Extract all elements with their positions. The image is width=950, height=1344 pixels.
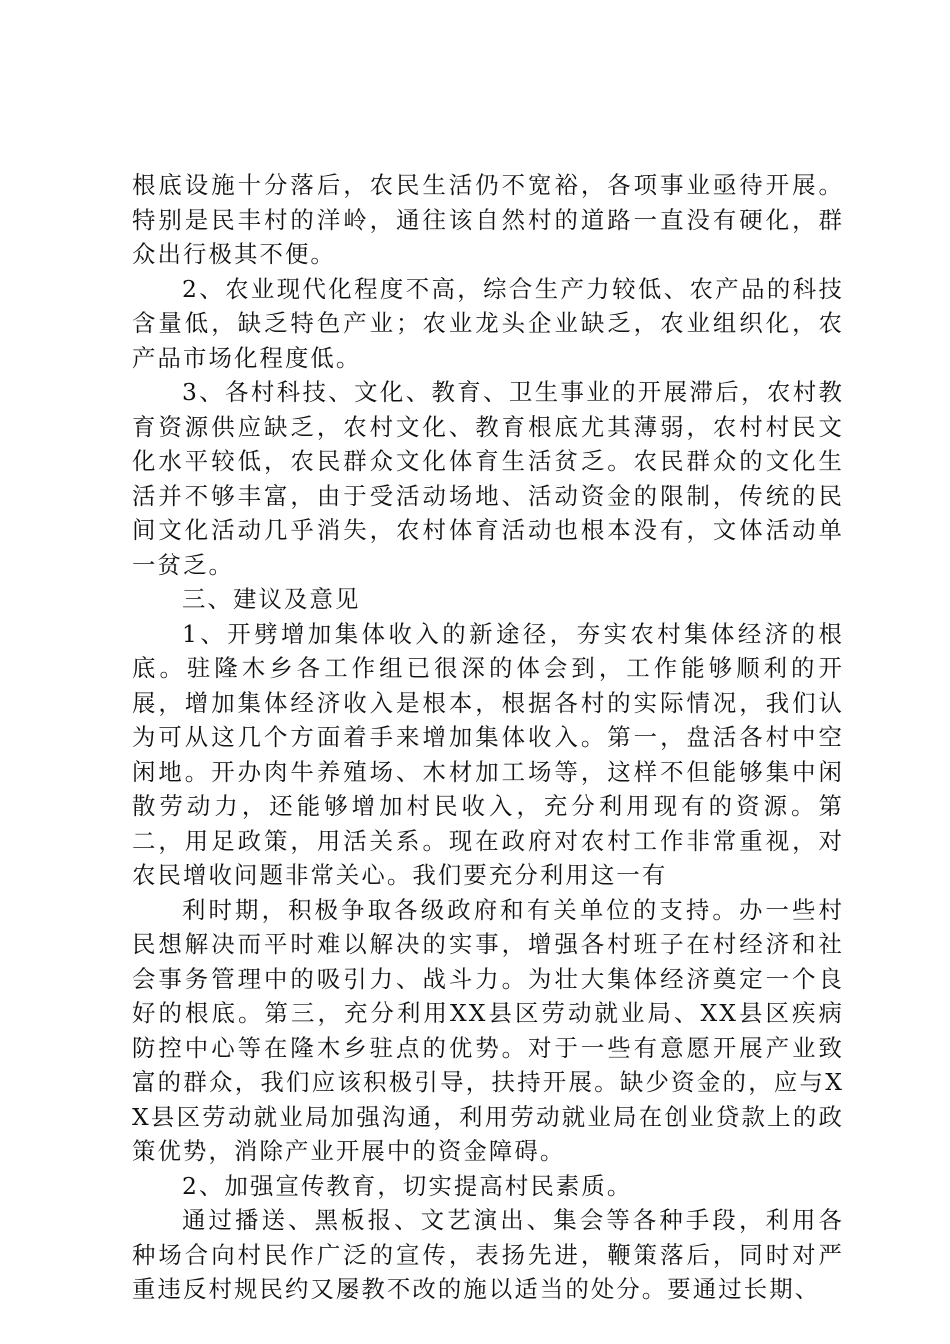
text-line: 重违反村规民约又屡教不改的施以适当的处分。要通过长期、 — [132, 1275, 821, 1303]
document-body — [132, 168, 844, 1307]
text-line: 一贫乏。 — [132, 550, 234, 579]
text-line: 特别是民丰村的洋岭，通往该自然村的道路一直没有硬化，群 — [132, 205, 844, 234]
text-line: 驻隆木乡各工作组已很深的体会到，工作能够顺利的开展，增 — [132, 654, 844, 717]
paragraph-infrastructure — [132, 168, 844, 272]
text-line: 富的群众，我们应该积极引导，扶持开展。缺少资金的，应与 — [132, 1068, 826, 1096]
text-line: 力，还能够增加村民收入，充分利用现有的资源。第二，用足 — [132, 792, 844, 855]
section-heading-suggestions — [132, 582, 844, 617]
text-line: 产品市场化程度低。 — [132, 343, 362, 372]
paragraph-government-support — [132, 893, 844, 1169]
text-line: 防控中心等在隆木乡驻点的优势。对于一些有意愿开展产业致 — [132, 1033, 844, 1062]
text-line: 这几个方面着手来增加集体收入。第一，盘活各村中空闲地。 — [132, 723, 844, 786]
text-line: 化水平较低，农民群众文化体育生活贫乏。农民群众的文化生 — [132, 447, 844, 475]
text-line: 2、加强宣传教育，切实提高村民素质。 — [182, 1171, 633, 1200]
text-line: 利时期，积极争取各级政府和有关单位的支持。办一些村 — [182, 895, 844, 924]
text-line: 加集体经济收入是根本，根据各村的实际情况，我们认为可从 — [132, 688, 844, 751]
text-line: 问题非常关心。我们要充分利用这一有 — [233, 861, 668, 889]
text-line: 通过播送、黑板报、文艺演出、集会等各种手段，利用各 — [182, 1206, 844, 1234]
text-line: 2、农业现代化程度不高，综合生产力较低、农产品的科技 — [182, 274, 844, 303]
text-line: 3、各村科技、文化、教育、卫生事业的开展滞后，农村教 — [182, 378, 844, 406]
paragraph-culture-education — [132, 375, 844, 582]
paragraph-publicity — [132, 1203, 844, 1307]
text-line: 三、建议及意见 — [182, 585, 361, 613]
paragraph-collective-income — [132, 617, 844, 893]
text-line: 间文化活动几乎消失，农村体育活动也根本没有，文体活动单 — [132, 516, 844, 544]
text-line: 含量低，缺乏特色产业；农业龙头企业缺乏，农业组织化，农 — [132, 309, 844, 337]
text-line: 育资源供应缺乏，农村文化、教育根底尤其薄弱，农村村民文 — [132, 412, 844, 441]
text-line: 政策，用活关系。现在政府对农村工作非常重视，对农民增收 — [132, 826, 844, 889]
text-line: 好的根底。第三，充分利用XX县区劳动就业局、XX县区疾病 — [132, 999, 844, 1027]
text-line: 政策优势，消除产业开展中的资金障碍。 — [132, 1102, 844, 1165]
text-line: 种场合向村民作广泛的宣传，表扬先进，鞭策落后，同时对严 — [132, 1240, 844, 1269]
text-line: 活并不够丰富，由于受活动场地、活动资金的限制，传统的民 — [132, 481, 844, 510]
text-line: 民想解决而平时难以解决的实事，增强各村班子在村经济和社 — [132, 930, 844, 958]
text-line: 根底设施十分落后，农民生活仍不宽裕，各项事业亟待开展。 — [132, 171, 844, 199]
text-line: 会事务管理中的吸引力、战斗力。为壮大集体经济奠定一个良 — [132, 964, 844, 993]
text-line: 众出行极其不便。 — [132, 240, 336, 268]
section-heading-education — [132, 1169, 844, 1204]
paragraph-agriculture — [132, 272, 844, 376]
text-line: 1、开劈增加集体收入的新途径，夯实农村集体经济的根底。 — [132, 619, 844, 682]
text-line: XX县区劳动就业局加强沟通，利用劳动就业局在创业贷款上的 — [132, 1068, 844, 1131]
text-line: 开办肉牛养殖场、木材加工场等，这样不但能够集中闲散劳动 — [132, 757, 844, 820]
